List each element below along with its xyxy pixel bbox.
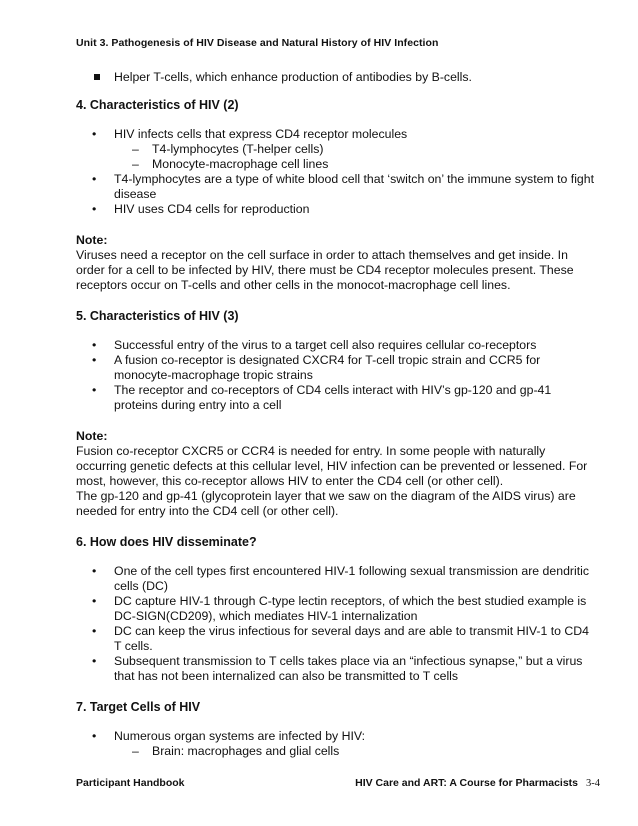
footer-right <box>355 777 600 789</box>
footer-course-title: HIV Care and ART: A Course for Pharmacists <box>355 777 578 789</box>
bullet-item <box>76 594 596 624</box>
bullet-dot-icon: • <box>92 338 97 352</box>
note-label: Note: <box>76 233 108 247</box>
bullet-item <box>76 654 596 684</box>
section-heading: 4. Characteristics of HIV (2) <box>76 98 239 112</box>
bullet-item <box>76 202 596 217</box>
intro-bullet-text: Helper T-cells, which enhance production of antibodies by B-cells. <box>114 70 472 84</box>
bullet-dot-icon: • <box>92 624 97 638</box>
bullet-list <box>76 338 596 413</box>
section-heading: 7. Target Cells of HIV <box>76 700 201 714</box>
page-footer <box>76 777 600 789</box>
dash-icon: – <box>132 142 139 156</box>
bullet-text: One of the cell types first encountered HIV-1 following sexual transmission are dendritic cells (DC) <box>114 564 590 593</box>
bullet-dot-icon: • <box>92 127 97 141</box>
square-bullet-icon <box>94 74 100 80</box>
dash-icon: – <box>132 744 139 758</box>
note-label: Note: <box>76 429 108 443</box>
dash-icon: – <box>132 157 139 171</box>
sub-bullet-list <box>114 744 596 759</box>
note-paragraph: Viruses need a receptor on the cell surface in order to attach themselves and get inside. In order for a cell to be infected by HIV, there must be CD4 receptor molecules present. These receptors occur on T-cells and other cells in the monocot-macrophage cell lines. <box>76 248 574 292</box>
bullet-text: DC can keep the virus infectious for several days and are able to transmit HIV-1 to CD4 T cells. <box>114 624 590 653</box>
bullet-text: T4-lymphocytes are a type of white blood cell that ‘switch on’ the immune system to fight disease <box>114 172 595 201</box>
bullet-list <box>76 729 596 759</box>
section-heading: 5. Characteristics of HIV (3) <box>76 309 239 323</box>
intro-bullet <box>76 70 596 85</box>
sub-bullet-text: T4-lymphocytes (T-helper cells) <box>152 142 324 156</box>
sub-bullet-item <box>114 157 596 172</box>
bullet-dot-icon: • <box>92 383 97 397</box>
bullet-dot-icon: • <box>92 353 97 367</box>
bullet-text: Numerous organ systems are infected by HIV: <box>114 729 366 743</box>
section-heading: 6. How does HIV disseminate? <box>76 535 257 549</box>
bullet-text: HIV uses CD4 cells for reproduction <box>114 202 310 216</box>
bullet-item <box>76 729 596 759</box>
bullet-dot-icon: • <box>92 172 97 186</box>
bullet-dot-icon: • <box>92 564 97 578</box>
bullet-text: HIV infects cells that express CD4 receptor molecules <box>114 127 408 141</box>
sub-bullet-item <box>114 744 596 759</box>
footer-left-text: Participant Handbook <box>76 777 185 789</box>
bullet-text: The receptor and co-receptors of CD4 cells interact with HIV’s gp-120 and gp-41 proteins during entry into a cell <box>114 383 552 412</box>
sub-bullet-list <box>114 142 596 172</box>
bullet-item <box>76 624 596 654</box>
bullet-item <box>76 127 596 172</box>
note-paragraph: Fusion co-receptor CXCR5 or CCR4 is needed for entry. In some people with naturally occurring genetic defects at this cellular level, HIV infection can be prevented or lessened. For most, however, this co-receptor allows HIV to enter the CD4 cell (or other cell). <box>76 444 588 488</box>
bullet-text: Subsequent transmission to T cells takes place via an “infectious synapse,” but a virus that has not been internalized can also be transmitted to T cells <box>114 654 583 683</box>
note-paragraph: The gp-120 and gp-41 (glycoprotein layer that we saw on the diagram of the AIDS virus) are needed for entry into the CD4 cell (or other cell). <box>76 489 576 518</box>
bullet-dot-icon: • <box>92 202 97 216</box>
sub-bullet-text: Monocyte-macrophage cell lines <box>152 157 329 171</box>
page-content <box>76 70 596 775</box>
bullet-item <box>76 353 596 383</box>
bullet-dot-icon: • <box>92 594 97 608</box>
bullet-item <box>76 564 596 594</box>
page-number: 3-4 <box>586 778 600 789</box>
bullet-text: Successful entry of the virus to a target cell also requires cellular co-receptors <box>114 338 537 352</box>
bullet-item <box>76 383 596 413</box>
bullet-item <box>76 338 596 353</box>
bullet-list <box>76 127 596 217</box>
bullet-dot-icon: • <box>92 654 97 668</box>
bullet-text: A fusion co-receptor is designated CXCR4 for T-cell tropic strain and CCR5 for monocyte-macrophage tropic strains <box>114 353 541 382</box>
bullet-item <box>76 172 596 202</box>
sub-bullet-item <box>114 142 596 157</box>
page-header: Unit 3. Pathogenesis of HIV Disease and Natural History of HIV Infection <box>76 37 439 49</box>
sub-bullet-text: Brain: macrophages and glial cells <box>152 744 340 758</box>
bullet-dot-icon: • <box>92 729 97 743</box>
bullet-text: DC capture HIV-1 through C-type lectin receptors, of which the best studied example is DC-SIGN(CD209), which mediates HIV-1 internalization <box>114 594 587 623</box>
bullet-list <box>76 564 596 684</box>
